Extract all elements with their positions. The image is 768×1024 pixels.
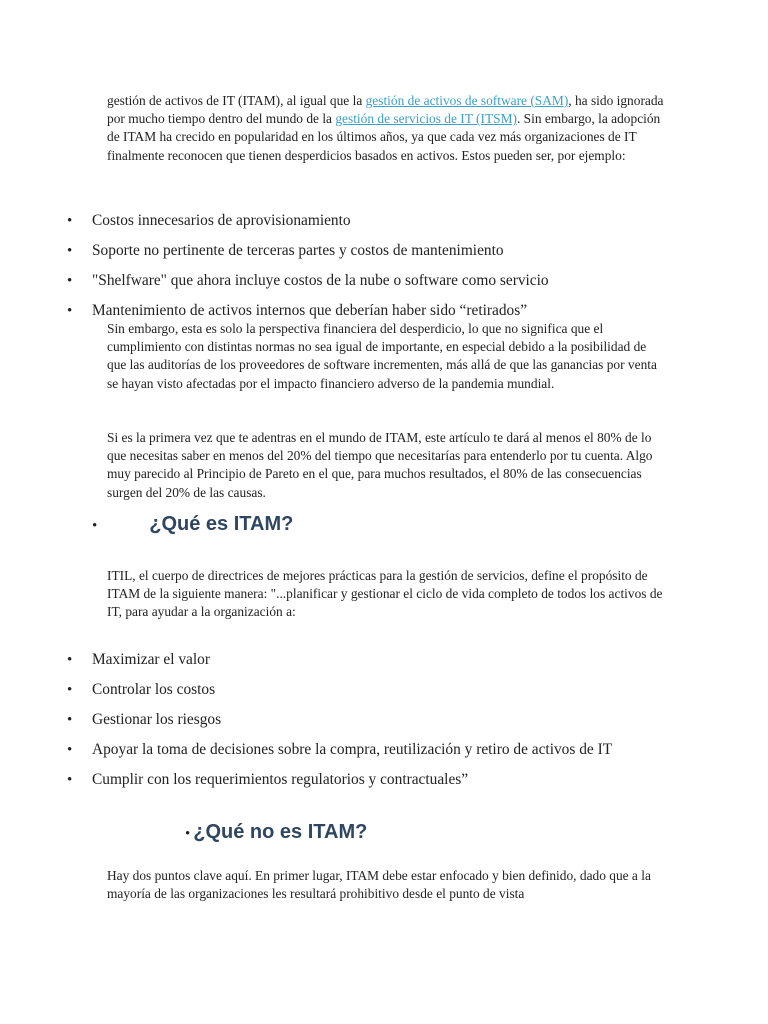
list-item-text: Costos innecesarios de aprovisionamiento — [92, 212, 351, 229]
bullet-icon: • — [67, 303, 73, 319]
bullet-icon: • — [92, 518, 98, 534]
heading-what-is-itam — [92, 513, 293, 536]
list-item — [0, 735, 768, 765]
bullet-icon: • — [185, 826, 191, 842]
list-item — [0, 266, 768, 296]
itil-paragraph: ITIL, el cuerpo de directrices de mejores prácticas para la gestión de servicios, define el propósito de ITAM de la siguiente manera: "...planificar y gestionar el ciclo de vida completo de todos los activos de IT, para ayudar a la organización a: — [107, 568, 663, 620]
list-item — [0, 675, 768, 705]
waste-list — [0, 206, 768, 322]
list-item — [0, 206, 768, 236]
heading-what-is-not-itam — [185, 821, 367, 844]
list-item-text: Cumplir con los requerimientos regulatorios y contractuales” — [92, 771, 469, 788]
list-item — [0, 296, 768, 322]
intro-paragraph — [107, 92, 667, 165]
bullet-icon: • — [67, 243, 73, 259]
intro-text-2: , ha sido ignorada por mucho tiempo dentro del mundo de la — [107, 93, 664, 127]
financial-paragraph: Sin embargo, esta es solo la perspectiva financiera del desperdicio, lo que no significa que el cumplimiento con distintas normas no sea igual de importante, en especial debido a la posibilidad de que las auditorías de los proveedores de software incrementen, más allá de que las ganancias por venta se hayan visto afectadas por el impacto financiero adverso de la pandemia mundial. — [107, 321, 657, 391]
list-item-text: Maximizar el valor — [92, 651, 210, 668]
list-item — [0, 765, 768, 795]
bullet-icon: • — [67, 682, 73, 698]
list-item — [0, 705, 768, 735]
heading-text: ¿Qué es ITAM? — [149, 513, 294, 535]
itsm-link[interactable]: gestión de servicios de IT (ITSM) — [335, 111, 517, 127]
heading-text: ¿Qué no es ITAM? — [193, 821, 368, 843]
key-points-paragraph: Hay dos puntos clave aquí. En primer lugar, ITAM debe estar enfocado y bien definido, dado que a la mayoría de las organizaciones les resultará prohibitivo desde el punto de vista — [107, 868, 651, 902]
intro-text-1: gestión de activos de IT (ITAM), al igual que la — [107, 93, 366, 108]
bullet-icon: • — [67, 652, 73, 668]
bullet-icon: • — [67, 742, 73, 758]
list-item-text: Apoyar la toma de decisiones sobre la compra, reutilización y retiro de activos de IT — [92, 741, 613, 758]
bullet-icon: • — [67, 213, 73, 229]
bullet-icon: • — [67, 273, 73, 289]
intro-text-3: . Sin embargo, la adopción de ITAM ha crecido en popularidad en los últimos años, ya que cada vez más organizaciones de IT finalmente reconocen que tienen desperdicios basados en activos. Estos pueden ser, por ejemplo: — [107, 111, 661, 163]
list-item-text: Mantenimiento de activos internos que deberían haber sido “retirados” — [92, 302, 528, 319]
list-item-text: Gestionar los riesgos — [92, 711, 222, 728]
pareto-paragraph: Si es la primera vez que te adentras en el mundo de ITAM, este artículo te dará al menos el 80% de lo que necesitas saber en menos del 20% del tiempo que necesitarías para entenderlo por tu cuenta. Algo muy parecido al Principio de Pareto en el que, para muchos resultados, el 80% de las consecuencias surgen del 20% de las causas. — [107, 430, 653, 500]
bullet-icon: • — [67, 712, 73, 728]
list-item-text: Soporte no pertinente de terceras partes y costos de mantenimiento — [92, 242, 504, 259]
list-item — [0, 236, 768, 266]
list-item — [0, 645, 768, 675]
sam-link[interactable]: gestión de activos de software (SAM) — [365, 93, 569, 108]
bullet-icon: • — [67, 772, 73, 788]
goals-list — [0, 645, 768, 795]
list-item-text: Controlar los costos — [92, 681, 216, 698]
list-item-text: "Shelfware" que ahora incluye costos de la nube o software como servicio — [92, 272, 549, 289]
